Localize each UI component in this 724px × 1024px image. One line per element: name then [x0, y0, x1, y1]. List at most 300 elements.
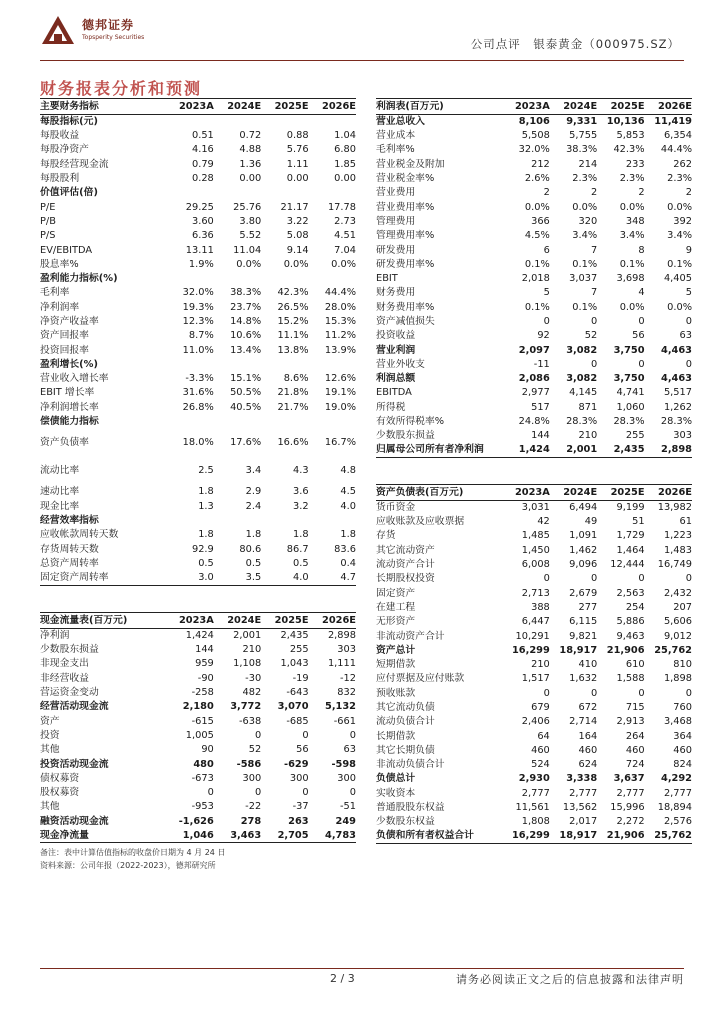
cell-value — [261, 272, 308, 286]
cell-value: 810 — [673, 659, 692, 671]
table-row — [376, 558, 692, 572]
row-label: 每股经营现金流 — [40, 158, 109, 170]
legal-disclaimer: 请务必阅读正文之后的信息披露和法律声明 — [456, 973, 684, 986]
cell-value: 3,070 — [277, 701, 309, 713]
row-label: 偿债能力指标 — [40, 416, 99, 428]
cell-value: 2,432 — [663, 587, 692, 599]
note-source: 资料来源：公司年报（2022-2023），德邦研究所 — [40, 861, 216, 870]
cell-value: -258 — [191, 687, 214, 699]
cell-value: 11.1% — [277, 330, 309, 342]
table-row — [40, 729, 356, 743]
table-row — [40, 657, 356, 671]
table-row — [40, 829, 356, 843]
table-row — [376, 686, 692, 700]
cell-value: 524 — [531, 759, 550, 771]
cell-value: 517 — [531, 401, 550, 413]
cell-value: 2,679 — [569, 587, 598, 599]
table-row — [376, 257, 692, 271]
table-row — [376, 229, 692, 243]
cell-value — [261, 186, 308, 200]
cell-value: 25,762 — [645, 829, 692, 843]
cell-value: 2,180 — [182, 701, 214, 713]
cell-value: 4,741 — [616, 387, 645, 399]
table-row — [376, 572, 692, 586]
cell-value: 51 — [632, 516, 645, 528]
cell-value: 52 — [584, 330, 598, 342]
cell-value: 0.0% — [236, 258, 262, 270]
table-row — [40, 315, 356, 329]
row-label: 营业收入增长率 — [40, 373, 109, 385]
row-label: 盈利能力指标(%) — [40, 273, 118, 285]
table-row — [376, 786, 692, 800]
cell-value: 1.3 — [198, 500, 214, 512]
cell-value: 5 — [685, 287, 692, 299]
table-row — [40, 186, 356, 200]
table-row — [376, 200, 692, 214]
cell-value: -661 — [333, 715, 356, 727]
cell-value: 364 — [673, 730, 692, 742]
cell-value — [309, 186, 356, 200]
table-row — [40, 272, 356, 286]
cell-value: 3.6 — [292, 486, 309, 498]
row-label: 非流动资产合计 — [376, 630, 445, 642]
cell-value: 392 — [673, 215, 692, 227]
table-row — [40, 814, 356, 828]
cell-value: 0.0% — [283, 258, 309, 270]
row-label: 盈利增长(%) — [40, 358, 98, 370]
cell-value: 264 — [625, 730, 645, 742]
cell-value: 12.6% — [324, 373, 356, 385]
column-header: 2026E — [645, 485, 692, 501]
cell-value: 1,462 — [569, 544, 598, 556]
column-header: 2023A — [166, 99, 213, 115]
cell-value: 8.7% — [188, 330, 214, 342]
cell-value: 4.88 — [239, 144, 262, 156]
topsperity-logo-icon — [40, 14, 76, 48]
cell-value: 3.4% — [667, 230, 692, 242]
row-label: 现金比率 — [40, 500, 80, 512]
cell-value: 56 — [632, 330, 645, 342]
column-header: 2026E — [645, 99, 692, 115]
cell-value — [261, 514, 308, 528]
cell-value: 13,982 — [657, 502, 692, 514]
cell-value: 0 — [543, 316, 550, 327]
cell-value: 482 — [242, 687, 262, 699]
cell-value: 5,508 — [521, 130, 550, 142]
cell-value: 724 — [625, 759, 645, 771]
cell-value: 210 — [531, 659, 550, 671]
cell-value — [166, 415, 213, 429]
cell-value: 2.9 — [245, 486, 262, 498]
row-label: EBIT — [376, 273, 398, 285]
table-title: 利润表(百万元) — [376, 99, 502, 115]
row-label: 长期股权投资 — [376, 573, 435, 585]
cell-value: 0 — [543, 573, 550, 585]
cell-value — [309, 115, 356, 129]
cell-value: 0 — [254, 787, 262, 799]
cell-value: 3.80 — [239, 215, 262, 227]
cell-value: 19.0% — [324, 401, 356, 413]
cell-value: 8.6% — [283, 373, 309, 385]
cell-value: 92.9 — [191, 543, 214, 555]
cell-value: 0.5 — [292, 557, 309, 569]
row-label: 营业总收入 — [376, 116, 425, 128]
row-label: 货币资金 — [376, 502, 416, 514]
row-label: 营业成本 — [376, 130, 416, 142]
cell-value: 2,272 — [616, 816, 645, 828]
cell-value: 1,483 — [663, 544, 692, 556]
cell-value: 2,001 — [550, 443, 597, 457]
cell-value: 144 — [531, 430, 550, 442]
cell-value: 21.17 — [280, 201, 309, 213]
header-divider — [40, 60, 684, 61]
cell-value: 255 — [625, 430, 645, 442]
cell-value — [166, 514, 213, 528]
cell-value: 9,463 — [616, 630, 645, 642]
cell-value: 760 — [673, 702, 692, 713]
cell-value: 63 — [679, 330, 692, 342]
row-label: 经营效率指标 — [40, 514, 99, 526]
column-header: 2024E — [550, 99, 597, 115]
cell-value: 0.0% — [524, 201, 550, 213]
cell-value: 64 — [537, 730, 550, 742]
table-title: 资产负债表(百万元) — [376, 485, 502, 501]
cell-value: 5,853 — [616, 130, 645, 142]
row-label: 短期借款 — [376, 659, 416, 671]
cell-value: 2.4 — [245, 500, 262, 512]
page-header — [40, 14, 680, 60]
table-row — [40, 215, 356, 229]
cell-value: 1,108 — [233, 658, 262, 670]
cell-value: 715 — [625, 702, 645, 713]
table-row — [376, 272, 692, 286]
cell-value: 4,405 — [663, 273, 692, 285]
cell-value — [309, 514, 356, 528]
cell-value: 6,008 — [521, 559, 550, 571]
row-label: 预收账款 — [376, 687, 416, 699]
cell-value: 2,913 — [616, 716, 645, 728]
cell-value: 320 — [578, 215, 598, 227]
cell-value — [261, 115, 308, 129]
table-row — [40, 643, 356, 657]
cell-value: 0.1% — [524, 301, 550, 313]
cell-value: 679 — [531, 702, 550, 713]
row-label: 其它长期负债 — [376, 744, 435, 756]
cell-value: 460 — [673, 744, 692, 756]
table-row — [40, 757, 356, 771]
cell-value: 1,464 — [616, 544, 645, 556]
cell-value — [214, 514, 261, 528]
cell-value: 26.5% — [277, 301, 309, 313]
cell-value: 0.1% — [667, 258, 692, 270]
row-label: 应收帐款周转天数 — [40, 529, 119, 541]
cell-value: 254 — [625, 601, 645, 613]
cell-value: 0.5 — [245, 557, 262, 569]
cell-value: 2,086 — [518, 373, 550, 385]
cell-value: 1,060 — [616, 401, 645, 413]
cell-value — [214, 115, 261, 129]
table-row — [40, 771, 356, 785]
cell-value: 14.8% — [230, 316, 262, 327]
cell-value: 4,145 — [569, 387, 598, 399]
cell-value: 63 — [343, 744, 356, 756]
cell-value: 10,291 — [515, 630, 550, 642]
cell-value: 42.3% — [613, 144, 645, 156]
row-label: 净利润 — [40, 630, 70, 642]
table-row — [376, 615, 692, 629]
row-label: 管理费用 — [376, 215, 416, 227]
row-label: 资产减值损失 — [376, 316, 435, 327]
table-row — [376, 744, 692, 758]
table-row — [40, 300, 356, 314]
row-label: 投资 — [40, 729, 60, 741]
cell-value: 13.8% — [277, 344, 309, 356]
cell-value: 16.6% — [277, 437, 309, 449]
cell-value: -638 — [238, 715, 262, 727]
main-indicators-table — [40, 98, 356, 586]
cell-value: 1,091 — [569, 530, 598, 542]
table-row — [40, 129, 356, 143]
cell-value: 7 — [590, 287, 598, 299]
table-row — [376, 729, 692, 743]
cell-value: 0 — [349, 729, 356, 741]
row-label: 流动比率 — [40, 465, 80, 477]
cell-value: 2,777 — [663, 787, 692, 799]
cell-value: -598 — [331, 758, 356, 770]
cell-value: 9,096 — [569, 559, 598, 571]
row-label: 少数股东损益 — [376, 430, 435, 442]
cell-value: 38.3% — [566, 144, 598, 156]
row-label: 归属母公司所有者净利润 — [376, 443, 502, 457]
table-row — [40, 143, 356, 157]
cell-value: 1,808 — [521, 816, 550, 828]
cell-value: 15.3% — [324, 316, 356, 327]
brand-name: 德邦证券 — [82, 18, 135, 32]
row-label: 股息率% — [40, 258, 79, 270]
cell-value: 5 — [543, 287, 550, 299]
cell-value: 3,772 — [230, 701, 262, 713]
table-row — [40, 343, 356, 357]
cell-value: 80.6 — [239, 543, 262, 555]
cell-value: 2 — [685, 187, 692, 199]
row-label: 有效所得税率% — [376, 416, 445, 428]
row-label: EV/EBITDA — [40, 244, 93, 256]
cell-value: 49 — [584, 516, 598, 528]
cell-value: 0.88 — [286, 130, 309, 142]
cell-value: 4,292 — [661, 773, 692, 785]
cell-value: 92 — [537, 330, 550, 342]
cell-value: 11.2% — [324, 330, 356, 342]
cell-value: 17.78 — [327, 201, 356, 213]
cell-value: 262 — [673, 158, 692, 170]
cell-value: 1,632 — [569, 673, 598, 685]
table-notes — [40, 846, 225, 872]
row-label: 毛利率% — [376, 144, 415, 156]
column-header: 2025E — [597, 99, 644, 115]
table-row — [40, 686, 356, 700]
cell-value: 2,563 — [616, 587, 645, 599]
cell-value: 3,468 — [663, 716, 692, 728]
cell-value: 17.6% — [230, 437, 262, 449]
cell-value: 1.85 — [334, 158, 356, 170]
cell-value: -51 — [339, 801, 356, 813]
cell-value: 61 — [679, 516, 692, 528]
row-label: 债权募资 — [40, 772, 80, 784]
cell-value: 300 — [337, 772, 356, 784]
row-label: 营业税金及附加 — [376, 158, 445, 170]
cell-value: 2,018 — [521, 273, 550, 285]
row-label: 流动负债合计 — [376, 716, 435, 728]
cell-value: 207 — [673, 601, 692, 613]
cell-value: 0 — [590, 687, 598, 699]
table-row — [40, 485, 356, 499]
cell-value: 210 — [578, 430, 598, 442]
cell-value: 2,576 — [663, 816, 692, 828]
cell-value — [214, 186, 261, 200]
cell-value: 300 — [289, 772, 309, 784]
row-label: 投资活动现金流 — [40, 758, 109, 770]
cell-value: 28.3% — [613, 416, 645, 428]
row-label: 财务费用率% — [376, 301, 435, 313]
table-row — [376, 143, 692, 157]
row-label: 存货 — [376, 530, 396, 542]
row-label: 其他 — [40, 801, 60, 813]
cell-value: 0 — [638, 358, 645, 370]
cell-value: 6.80 — [334, 144, 356, 156]
cell-value: 18,894 — [657, 802, 692, 814]
cell-value: 0 — [590, 316, 598, 327]
table-row — [40, 115, 356, 129]
cell-value: 1,424 — [185, 630, 214, 642]
cell-value: 1.9% — [188, 258, 214, 270]
cell-value: 10,136 — [606, 116, 645, 128]
cell-value: -1,626 — [178, 815, 214, 827]
table-row — [376, 701, 692, 715]
cell-value: 4,783 — [309, 829, 356, 843]
row-label: 净资产收益率 — [40, 316, 99, 327]
cell-value: 2 — [543, 187, 550, 199]
table-row — [40, 800, 356, 814]
cell-value: 2 — [590, 187, 598, 199]
cell-value: 3,082 — [566, 344, 598, 356]
cell-value: 1.04 — [334, 130, 356, 142]
cell-value — [261, 415, 308, 429]
cell-value: 50.5% — [230, 387, 262, 399]
row-label: 少数股东损益 — [40, 644, 99, 656]
column-header: 2024E — [550, 485, 597, 501]
cell-value — [214, 358, 261, 372]
row-label: 普通股股东权益 — [376, 802, 445, 814]
cell-value: 4.0 — [261, 571, 308, 585]
cell-value: 4 — [638, 287, 645, 299]
table-row — [40, 358, 356, 372]
row-label: EBITDA — [376, 387, 412, 399]
cell-value: 0 — [207, 787, 214, 799]
cell-value: 8,106 — [518, 116, 550, 128]
cell-value: 303 — [673, 430, 692, 442]
cell-value: 2.3% — [572, 173, 598, 185]
cell-value: 1.8 — [340, 529, 356, 541]
table-row — [40, 329, 356, 343]
cell-value: 6 — [543, 244, 550, 256]
row-label: 研发费用率% — [376, 258, 435, 270]
row-label: 营业税金率% — [376, 173, 435, 185]
cell-value: 1.8 — [292, 529, 309, 541]
cell-value: 2,435 — [597, 443, 644, 457]
table-row — [376, 372, 692, 386]
cell-value: 90 — [201, 744, 214, 756]
cell-value: 2.73 — [334, 215, 356, 227]
cell-value — [309, 358, 356, 372]
cell-value: 4.5 — [340, 486, 356, 498]
cell-value: 0 — [590, 358, 598, 370]
cell-value: 3.0 — [166, 571, 213, 585]
cell-value: 18.0% — [182, 437, 214, 449]
cell-value: 2 — [638, 187, 645, 199]
cell-value: 2,705 — [261, 829, 308, 843]
page-title: 财务报表分析和预测 — [40, 79, 203, 98]
table-row — [40, 400, 356, 414]
cell-value: 3,031 — [521, 502, 550, 514]
cell-value: 2,713 — [521, 587, 550, 599]
cell-value: 2,777 — [616, 787, 645, 799]
table-row — [40, 429, 356, 457]
table-row — [40, 257, 356, 271]
column-header: 2025E — [261, 99, 308, 115]
brand-name-en: Topsperity Securities — [82, 34, 145, 41]
table-row — [40, 386, 356, 400]
cell-value: 9,821 — [569, 630, 598, 642]
table-row — [40, 528, 356, 542]
cell-value: 1,517 — [521, 673, 550, 685]
cell-value: 0 — [254, 729, 262, 741]
cell-value: 0.51 — [191, 130, 214, 142]
cell-value: 2,777 — [521, 787, 550, 799]
cell-value: 0.00 — [286, 173, 309, 185]
cell-value: 7 — [590, 244, 598, 256]
row-label: 实收资本 — [376, 787, 416, 799]
column-header: 2026E — [309, 613, 356, 629]
cell-value: 2,435 — [280, 630, 309, 642]
cell-value: 19.3% — [182, 301, 214, 313]
cell-value: 1.36 — [239, 158, 262, 170]
cell-value: 2,977 — [521, 387, 550, 399]
row-label: 负债总计 — [376, 773, 416, 785]
table-row — [376, 243, 692, 257]
cell-value: 1,111 — [327, 658, 356, 670]
cell-value: 0 — [685, 316, 692, 327]
cell-value: 4,463 — [661, 373, 692, 385]
cell-value: 15.2% — [277, 316, 309, 327]
table-row — [376, 529, 692, 543]
table-title: 现金流量表(百万元) — [40, 613, 166, 629]
cell-value: 10.6% — [230, 330, 262, 342]
cell-value: 12,444 — [610, 559, 645, 571]
cell-value — [261, 358, 308, 372]
cell-value: 3.5 — [214, 571, 261, 585]
cell-value: 32.0% — [182, 287, 214, 299]
cell-value: 3,637 — [613, 773, 645, 785]
cell-value: 366 — [531, 215, 550, 227]
row-label: P/B — [40, 215, 56, 227]
table-row — [376, 501, 692, 515]
row-label: 其它流动资产 — [376, 544, 435, 556]
cell-value: 871 — [578, 401, 598, 413]
cell-value: 3,750 — [613, 344, 645, 356]
cell-value: 460 — [531, 744, 550, 756]
cell-value: 11.0% — [182, 344, 214, 356]
cell-value: 0 — [543, 687, 550, 699]
